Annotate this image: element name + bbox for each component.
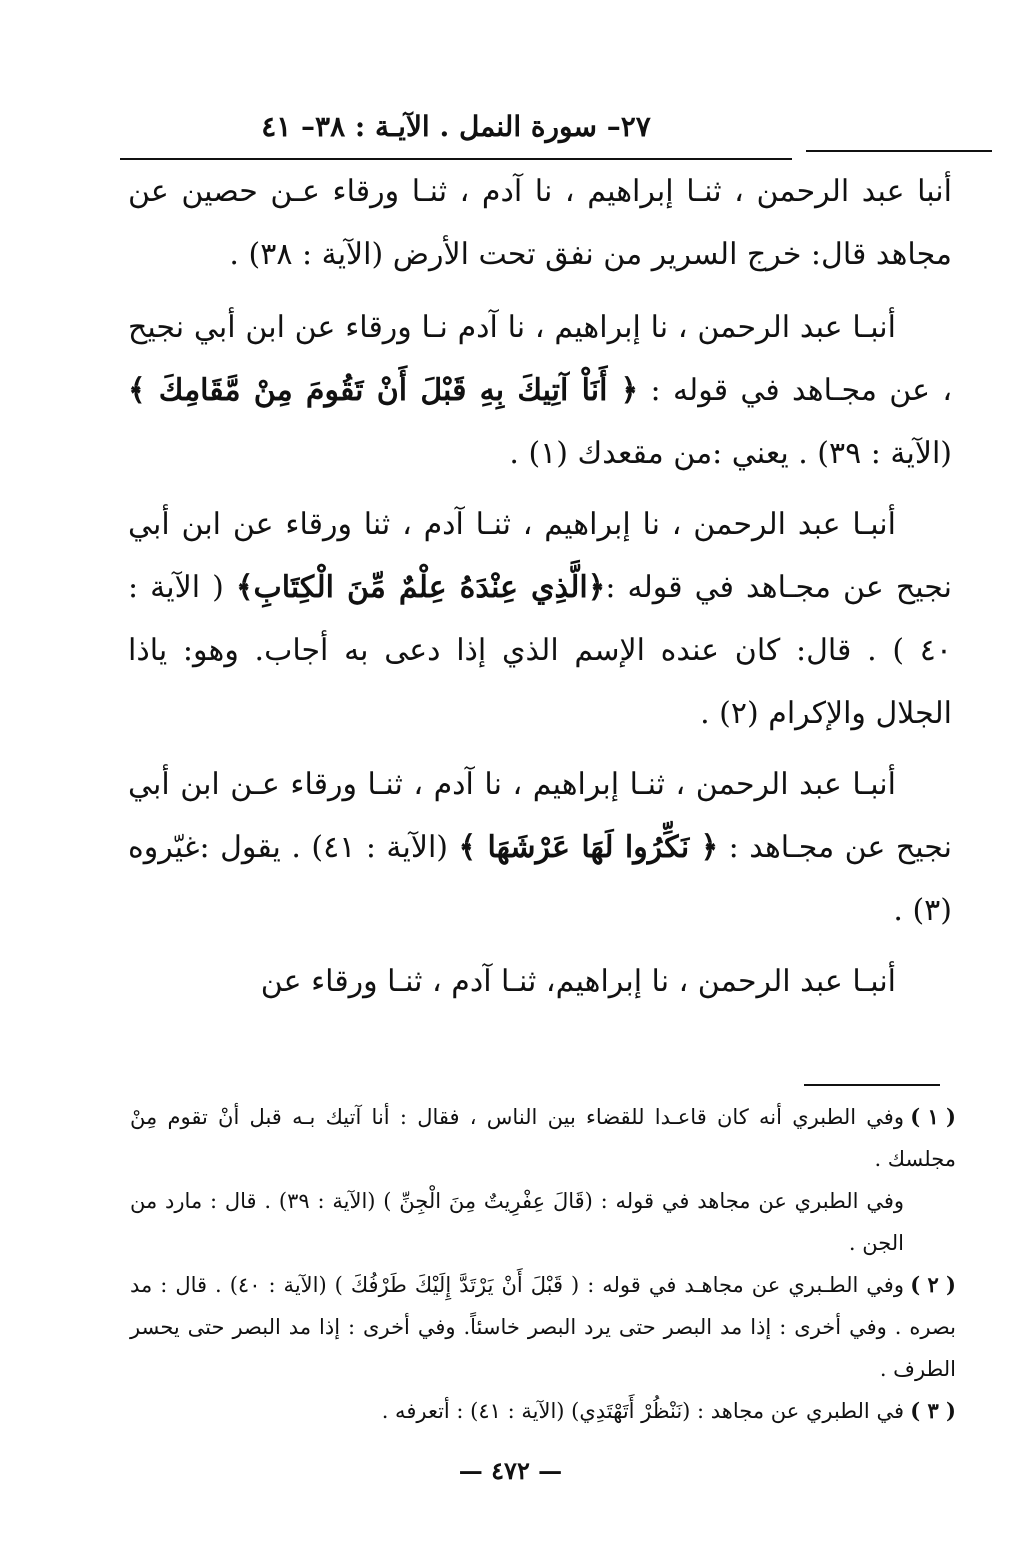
- footnote-number: ( ٢ ): [910, 1272, 956, 1297]
- paragraph-4: [128, 753, 952, 942]
- footnote-text: وفي الطبري أنه كان قاعـدا للقضاء بين الناس ، فقال : أنا آتيك بـه قبل أنْ تقوم مِنْ مجلسك .: [130, 1105, 956, 1171]
- paragraph-text: (الآية : ٣٩) . يعني :من مقعدك (١) .: [509, 436, 952, 471]
- paragraph-text: (الآية : ٤١) . يقول :غيّروه (٣) .: [128, 830, 952, 928]
- paragraph-spacer: [128, 286, 952, 296]
- paragraph-text: أنبـا عبد الرحمن ، نا إبراهيم ، ثنـا آدم ، ثنا ورقاء عن ابن أبي نجيح عن مجـاهد في قوله :: [128, 507, 952, 605]
- paragraph-5: [128, 950, 952, 1013]
- footnote-number: ( ١ ): [910, 1104, 956, 1129]
- paragraph-text: أنبـا عبد الرحمن ، نا إبراهيم ، نا آدم نـا ورقاء عن ابن أبي نجيح ، عن مجـاهد في قوله :: [128, 310, 953, 408]
- main-text: [128, 160, 952, 1013]
- paragraph-3: [128, 493, 952, 745]
- paragraph-spacer: [128, 942, 952, 950]
- paragraph-text: أنبا عبد الرحمن ، ثنـا إبراهيم ، نا آدم ، ثنـا ورقاء عـن حصين عن مجاهد قال: خرج السرير من نفق تحت الأرض (الآية : ٣٨) .: [128, 174, 952, 272]
- running-header: ٢٧– سورة النمل . الآيـة : ٣٨– ٤١: [261, 110, 651, 143]
- footnote-2: [130, 1264, 956, 1390]
- footnote-text: وفي الطـبري عن مجاهـد في قوله : ( قَبْلَ أَنْ يَرْتَدَّ إِلَيْكَ طَرْفُكَ ) (الآية : ٤٠) . قال : مد بصره . وفي أخرى : إذا مد البصر حتى يرد البصر خاسئاً. وفي أخرى : إذا مد البصر حتى يحسر الطرف .: [130, 1273, 956, 1381]
- quran-verse: ﴿ نَكِّرُوا لَهَا عَرْشَهَا ﴾: [458, 830, 719, 865]
- header-rule-right: [806, 150, 992, 152]
- footnote-text: في الطبري عن مجاهد : (نَنْظُرْ أَتَهْتَدِي) (الآية : ٤١) : أتعرفه .: [381, 1399, 904, 1423]
- page-number: — ٤٧٢ —: [458, 1456, 563, 1485]
- footnote-3: [130, 1390, 956, 1432]
- paragraph-text: أنبـا عبد الرحمن ، ثنـا إبراهيم ، نا آدم ، ثنـا ورقاء عـن ابن أبي نجيح عن مجـاهد :: [128, 767, 952, 865]
- footnote-number: ( ٣ ): [910, 1398, 956, 1423]
- paragraph-spacer: [128, 485, 952, 493]
- paragraph-text: ( الآية : ٤٠ ) . قال: كان عنده الإسم الذي إذا دعى به أجاب. وهو: ياذا الجلال والإكرام (٢) .: [128, 570, 952, 731]
- quran-verse: ﴿الَّذِي عِنْدَهُ عِلْمٌ مِّنَ الْكِتَابِ﴾: [235, 570, 606, 605]
- footnote-rule: [804, 1084, 940, 1086]
- quran-verse: ﴿ أَنَاْ آتِيكَ بِهِ قَبْلَ أَنْ تَقُومَ مِنْ مَّقَامِكَ ﴾: [128, 373, 639, 408]
- paragraph-1: [128, 160, 952, 286]
- footnote-text: وفي الطبري عن مجاهد في قوله : (قَالَ عِفْرِيتٌ مِنَ الْجِنِّ ) (الآية : ٣٩) . قال : مارد من الجن .: [130, 1189, 905, 1255]
- footnote-1: [130, 1096, 956, 1264]
- paragraph-2: [128, 296, 952, 485]
- footnotes: [130, 1096, 956, 1432]
- paragraph-text: أنبـا عبد الرحمن ، نا إبراهيم، ثنـا آدم ، ثنـا ورقاء عن: [260, 964, 896, 999]
- paragraph-spacer: [128, 745, 952, 753]
